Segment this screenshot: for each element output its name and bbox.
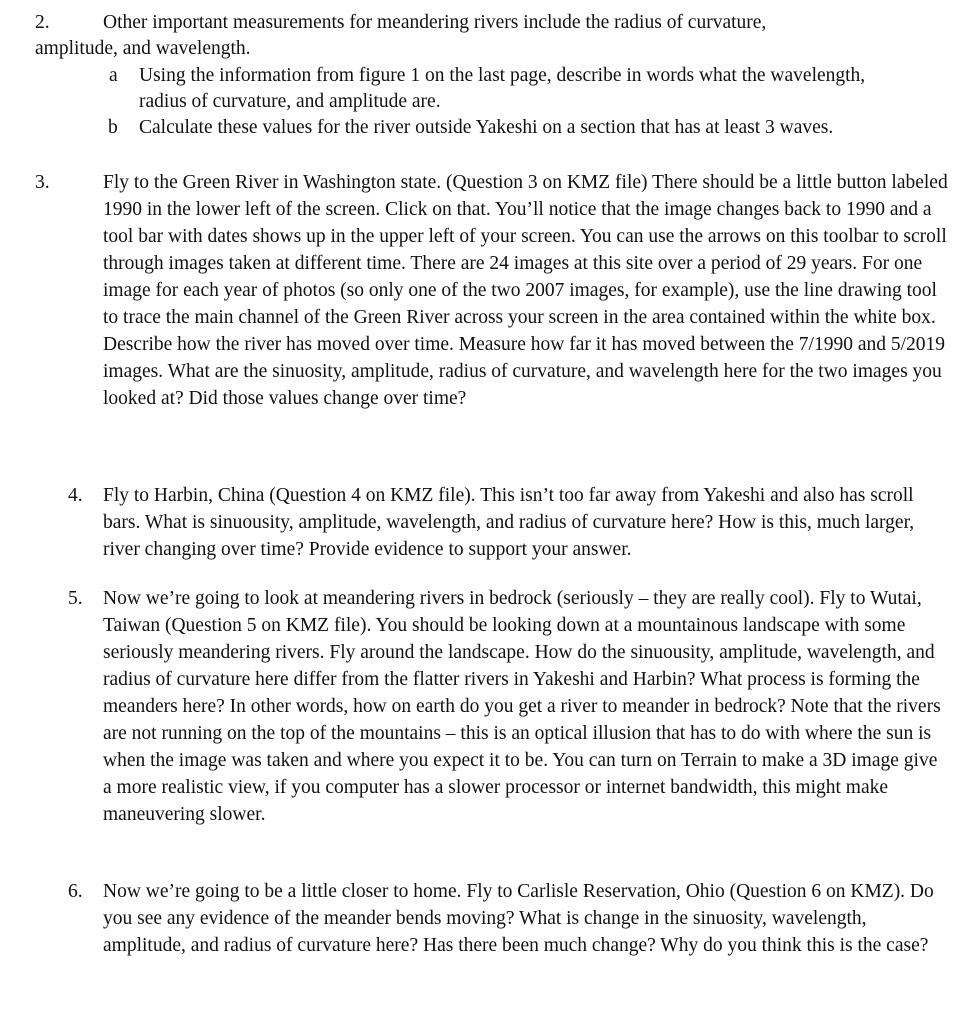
question-2-line-2: amplitude, and wavelength. xyxy=(35,38,251,59)
question-5-text: Now we’re going to look at meandering rivers in bedrock (seriously – they are really cool). Fly to Wutai, Taiwan (Question 5 on KMZ file). You should be looking down at a mountainous landscape with some seriously meandering rivers. Fly around the landscape. How do the sinuousity, amplitude, wavelength, and radius of curvature here differ from the flatter rivers in Yakeshi and Harbin? What process is forming the meanders here? In other words, how on earth do you get a river to meander in bedrock? Note that the rivers are not running on the top of the mountains – this is an optical illusion that has to do with where the sun is when the image was taken and where you expect it to be. You can turn on Terrain to make a 3D image give a more realistic view, if you computer has a slower processor or internet bandwidth, this might make maneuvering slower. xyxy=(103,588,941,825)
question-2b-label: b xyxy=(108,117,118,138)
question-4-number: 4. xyxy=(68,485,83,506)
question-6-number: 6. xyxy=(68,881,83,902)
question-2a-line-2: radius of curvature, and amplitude are. xyxy=(139,91,441,112)
question-2b-line-1: Calculate these values for the river outside Yakeshi on a section that has at least 3 waves. xyxy=(139,117,834,138)
question-5-number: 5. xyxy=(68,588,83,609)
question-2-number: 2. xyxy=(35,12,50,33)
question-3-text: Fly to the Green River in Washington state. (Question 3 on KMZ file) There should be a little button labeled 1990 in the lower left of the screen. Click on that. You’ll notice that the image changes back to 1990 and a tool bar with dates shows up in the upper left of your screen. You can use the arrows on this toolbar to scroll through images taken at different time. There are 24 images at this site over a period of 29 years. For one image for each year of photos (so only one of the two 2007 images, for example), use the line drawing tool to trace the main channel of the Green River across your screen in the area contained within the white box. Describe how the river has moved over time. Measure how far it has moved between the 7/1990 and 5/2019 images. What are the sinuosity, amplitude, radius of curvature, and wavelength here for the two images you looked at? Did those values change over time? xyxy=(103,172,948,409)
question-6-text: Now we’re going to be a little closer to home. Fly to Carlisle Reservation, Ohio (Question 6 on KMZ). Do you see any evidence of the meander bends moving? What is change in the sinuosity, wavelength, amplitude, and radius of curvature here? Has there been much change? Why do you think this is the case? xyxy=(103,881,934,956)
question-3-number: 3. xyxy=(35,172,50,193)
question-2a-line-1: Using the information from figure 1 on the last page, describe in words what the wavelength, xyxy=(139,65,866,86)
question-2-line-1: Other important measurements for meandering rivers include the radius of curvature, xyxy=(103,12,767,33)
question-2a-label: a xyxy=(109,65,118,86)
question-4-text: Fly to Harbin, China (Question 4 on KMZ file). This isn’t too far away from Yakeshi and also has scroll bars. What is sinuousity, amplitude, wavelength, and radius of curvature here? How is this, much larger, river changing over time? Provide evidence to support your answer. xyxy=(103,485,915,560)
